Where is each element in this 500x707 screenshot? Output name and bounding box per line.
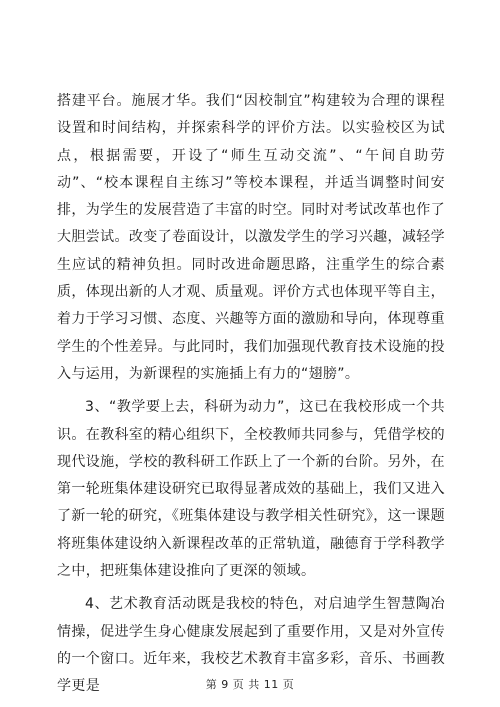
paragraph-research: 3、“教学要上去，科研为动力”，这已在我校形成一个共识。在教科室的精心组织下，全校教师共同参与，凭借学校的现代设施，学校的教科研工作跃上了一个新的台阶。另外，在第一轮班集体建设研究已取得显著成效的基础上，我们又进入了新一轮的研究，《班集体建设与教学相关性研究》，这一课题将班集体建设纳入新课程改革的正常轨道，融德育于学科教学之中，把班集体建设推向了更深的领域。: [57, 399, 445, 580]
paragraph-continuation: 搭建平台。施展才华。我们“因校制宜”构建较为合理的课程设置和时间结构，并探索科学的评价方法。以实验校区为试点，根据需要，开设了“师生互动交流”、“午间自助劳动”、“校本课程自主练习”等校本课程，并适当调整时间安排，为学生的发展营造了丰富的时空。同时对考试改革也作了大胆尝试。改变了卷面设计，以激发学生的学习兴趣，减轻学生应试的精神负担。同时改进命题思路，注重学生的综合素质，体现出新的人才观、质量观。评价方式也体现平等自主，着力于学习习惯、态度、兴趣等方面的激励和导向，体现尊重学生的个性差异。与此同时，我们加强现代教育技术设施的投入与运用，为新课程的实施插上有力的“翅膀”。: [57, 93, 445, 382]
paragraph-art-education: 4、艺术教育活动既是我校的特色，对启迪学生智慧陶冶情操，促进学生身心健康发展起到了重要作用，又是对外宣传的一个窗口。近年来，我校艺术教育丰富多彩，音乐、书画教学更是: [57, 596, 445, 695]
document-body: [57, 88, 445, 707]
page-number-footer: 第 9 页 共 11 页: [205, 678, 295, 691]
